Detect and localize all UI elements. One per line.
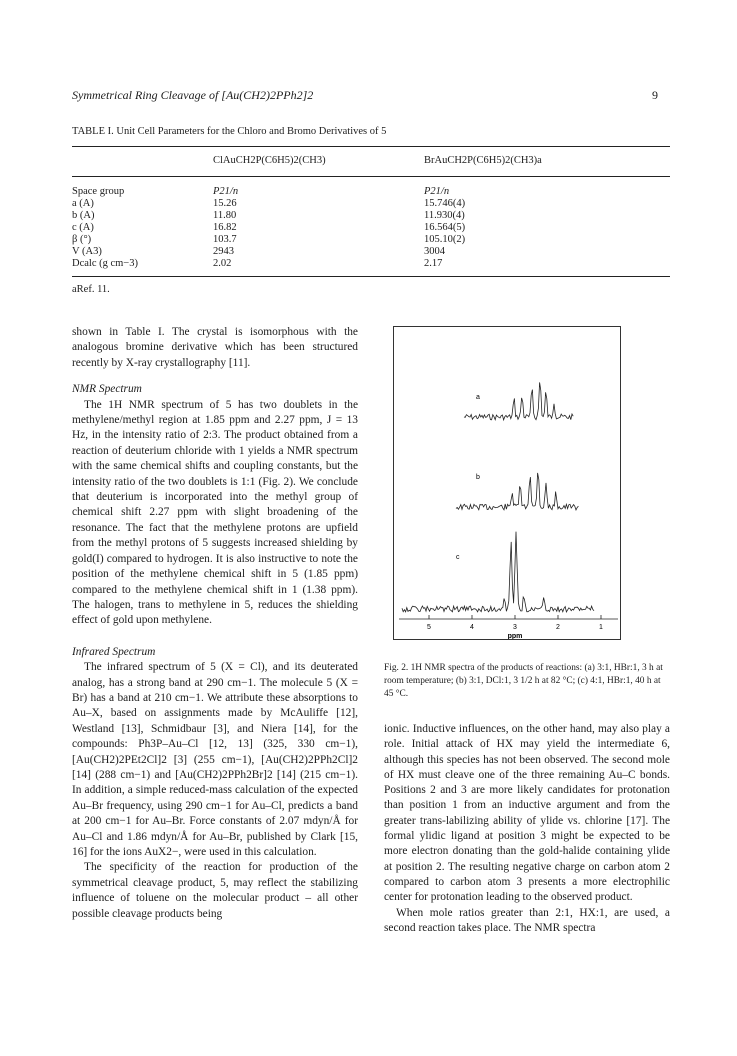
- table-cell-bromo: 105.10(2): [424, 234, 466, 245]
- paragraph: ionic. Inductive influences, on the other hand, may also play a role. Initial attack of HX may yield the intermediate 6, although this species has not been observed. The second mole of HX must cleave one of the three remaining Au–C bonds. Positions 2 and 3 are more likely candidates for protonation than position 1 from an inductive argument and from the greater trans-labilizing ability of ylide vs. chlorine [17]. The formal ylidic ligand at position 3 might be expected to be more electron donating than the gold-halide containing ylide at position 2. The resulting negative charge on carbon atom 2 compared to carbon atom 3 presents a more electrophilic center for protonation leading to the observed product.: [384, 723, 670, 904]
- paragraph: The specificity of the reaction for production of the symmetrical cleavage product, 5, may reflect the stabilizing influence of toluene on the molecular product – all other possible cleavage products being: [72, 861, 358, 920]
- right-column: [384, 722, 670, 936]
- section-heading-nmr: NMR Spectrum: [72, 383, 142, 396]
- tick-label: 1: [599, 624, 603, 631]
- left-column: [72, 325, 358, 922]
- table-footnote: aRef. 11.: [72, 284, 110, 295]
- table-cell-bromo: 3004: [424, 246, 445, 257]
- paragraph: The infrared spectrum of 5 (X = Cl), and its deuterated analog, has a strong band at 290 cm−1. The molecule 5 (X = Br) has a band at 210 cm−1. We attribute these absorptions to Au–X, based on assignments made by McAuliffe [12], Westland [13], Schmidbaur [3], and Niera [14], for the compounds: Ph3P–Au–Cl [12, 13] (325, 330 cm−1), [Au(CH2)2PEt2Cl]2 [3] (255 cm−1), [Au(CH2)2PPh2Cl]2 [14] (288 cm−1) and [Au(CH2)2PPh2Br]2 [14] (215 cm−1). In addition, a simple reduced-mass calculation of the expected Au–Br frequency, using 290 cm−1 for Au–Cl, predicts a band at 200 cm−1 for Au–Br. Force constants of 2.07 mdyn/Å for Au–Cl and 1.86 mdyn/Å for Au–Br, published by Clark [15, 16] for the ions AuX2−, were used in this calculation.: [72, 661, 358, 858]
- page-number: 9: [652, 88, 658, 102]
- table-header-rule: [72, 176, 670, 177]
- table-cell-chloro: 11.80: [213, 210, 237, 221]
- tick-label: 5: [427, 624, 431, 631]
- paragraph: The 1H NMR spectrum of 5 has two doublets in the methylene/methyl region at 1.85 ppm and 2.27 ppm, J = 13 Hz, in the intensity ratio of 2:3. The product obtained from a reaction of deuterium chloride with 1 yields a NMR spectrum with the same chemical shifts and coupling constants, but the intensity ratio of the two doublets is 1:1 (Fig. 2). We conclude that deuterium is incorporated into the methyl group of chemical shift 2.27 ppm with slight broadening of the resonance. The fact that the methylene protons are upfield from the methyl protons of 5 suggests increased shielding by gold(I) compared to hydrogen. It is also instructive to note the position of the methylene chemical shift in 5 (1.85 ppm) compared to the methylene chemical shift in 1 (1.38 ppm). The halogen, trans to methylene in 5, reduces the shielding effect of gold upon methylene.: [72, 398, 358, 627]
- table-bottom-rule: [72, 276, 670, 277]
- table-cell-bromo: 15.746(4): [424, 198, 466, 209]
- tick-label: 3: [513, 624, 517, 631]
- ppm-axis-ticks: [429, 615, 601, 619]
- table-row: [72, 198, 670, 210]
- table-cell-chloro: 16.82: [213, 222, 237, 233]
- table-row: [72, 234, 670, 246]
- table-cell-chloro: 2.02: [213, 258, 232, 269]
- table-cell-chloro: 103.7: [213, 234, 237, 245]
- trace-label-c: c: [456, 554, 460, 561]
- trace-label-a: a: [476, 394, 480, 401]
- table-column-header-chloro: ClAuCH2P(C6H5)2(CH3): [213, 155, 326, 166]
- table-cell-param: β (°): [72, 234, 92, 245]
- spectrum-trace-b: [456, 473, 578, 510]
- trace-label-b: b: [476, 474, 480, 481]
- tick-label: 4: [470, 624, 474, 631]
- tick-label: 2: [556, 624, 560, 631]
- axis-label-ppm: ppm: [507, 633, 523, 639]
- table-row: [72, 246, 670, 258]
- table-cell-bromo: 16.564(5): [424, 222, 466, 233]
- table-cell-bromo: P21/n: [424, 186, 450, 197]
- table-cell-chloro: P21/n: [213, 186, 239, 197]
- table-cell-param: b (A): [72, 210, 95, 221]
- paragraph: When mole ratios greater than 2:1, HX:1, are used, a second reaction takes place. The NMR spectra: [384, 906, 670, 934]
- table-cell-chloro: 2943: [213, 246, 234, 257]
- table-cell-bromo: 2.17: [424, 258, 443, 269]
- table-cell-bromo: 11.930(4): [424, 210, 465, 221]
- spectrum-trace-c: [402, 532, 594, 612]
- spectrum-trace-a: [464, 382, 573, 420]
- table-row: [72, 222, 670, 234]
- table-cell-param: Dcalc (g cm−3): [72, 258, 138, 269]
- section-heading-ir: Infrared Spectrum: [72, 645, 156, 658]
- table-cell-param: V (A3): [72, 246, 102, 257]
- table-cell-param: Space group: [72, 186, 125, 197]
- table-cell-param: a (A): [72, 198, 94, 209]
- table-cell-chloro: 15.26: [213, 198, 237, 209]
- table-cell-param: c (A): [72, 222, 94, 233]
- table-column-header-bromo: BrAuCH2P(C6H5)2(CH3)a: [424, 155, 542, 166]
- figure-caption: Fig. 2. 1H NMR spectra of the products of reactions: (a) 3:1, HBr:1, 3 h at room temperature; (b) 3:1, DCl:1, 3 1/2 h at 82 °C; (c) 4:1, HBr:1, 40 h at 45 °C.: [384, 663, 663, 699]
- table-row: [72, 258, 670, 270]
- table-row: [72, 186, 670, 198]
- nmr-figure: [393, 326, 621, 640]
- running-title: Symmetrical Ring Cleavage of [Au(CH2)2PPh2]2: [72, 88, 314, 102]
- nmr-spectra-plot: [394, 327, 620, 639]
- table-row: [72, 210, 670, 222]
- table-top-rule: [72, 146, 670, 147]
- table-caption: TABLE I. Unit Cell Parameters for the Chloro and Bromo Derivatives of 5: [72, 126, 387, 137]
- paragraph: shown in Table I. The crystal is isomorphous with the analogous bromine derivative which has been structured recently by X-ray crystallography [11].: [72, 326, 358, 369]
